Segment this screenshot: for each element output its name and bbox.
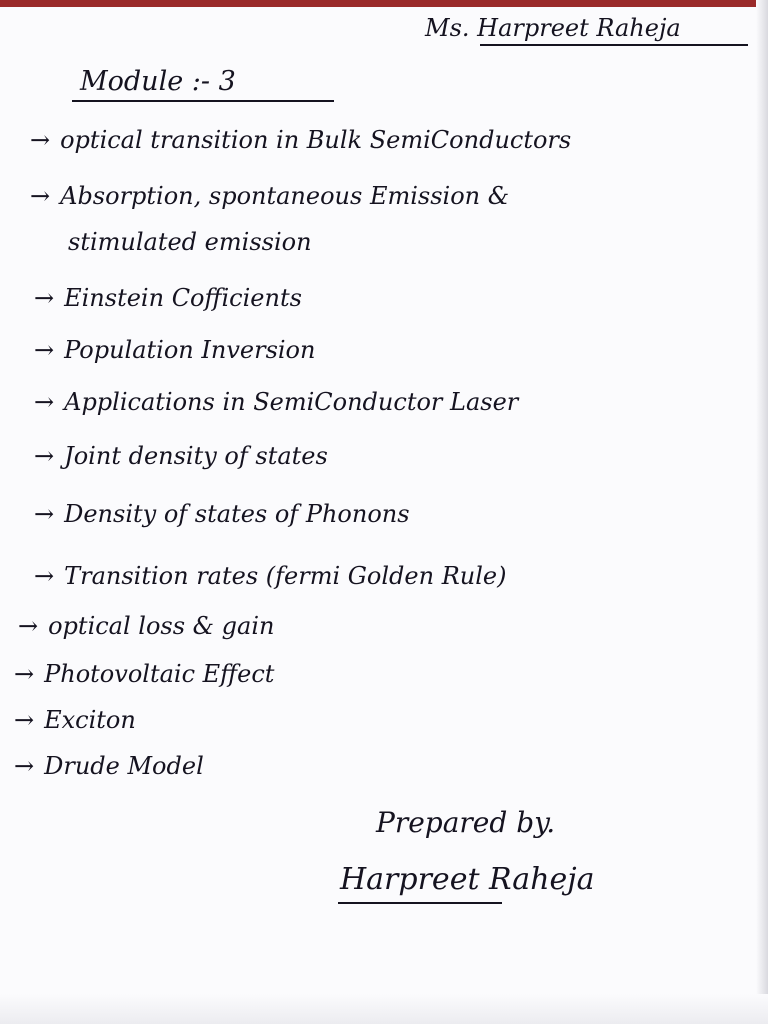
page-top-edge [0, 0, 768, 7]
topic-item [34, 284, 302, 312]
topic-text: stimulated emission [68, 228, 312, 256]
topic-item [14, 752, 204, 780]
topic-item [34, 562, 506, 590]
topic-text: Joint density of states [64, 442, 328, 470]
topic-item-continuation [68, 228, 312, 256]
page-right-edge [756, 0, 768, 1024]
topic-text: Exciton [44, 706, 136, 734]
topic-text: Applications in SemiConductor Laser [64, 388, 519, 416]
topic-text: Photovoltaic Effect [44, 660, 275, 688]
topic-item [30, 182, 509, 210]
topic-text: Einstein Cofficients [64, 284, 302, 312]
author-underline [480, 44, 748, 46]
module-title: Module :- 3 [80, 66, 236, 97]
prepared-by-label: Prepared by. [376, 806, 556, 839]
topic-item [14, 706, 136, 734]
topic-item [34, 500, 410, 528]
topic-text: optical loss & gain [48, 612, 275, 640]
arrow-icon: → [14, 660, 35, 688]
arrow-icon: → [34, 336, 55, 364]
arrow-icon: → [14, 706, 35, 734]
arrow-icon: → [14, 752, 35, 780]
arrow-icon: → [34, 442, 55, 470]
topic-text: Drude Model [44, 752, 204, 780]
topic-item [30, 126, 571, 154]
arrow-icon: → [34, 500, 55, 528]
topic-text: Density of states of Phonons [64, 500, 410, 528]
topic-item [14, 660, 274, 688]
module-title-underline [72, 100, 334, 102]
arrow-icon: → [30, 126, 51, 154]
signature-underline [338, 902, 502, 904]
topic-item [18, 612, 274, 640]
arrow-icon: → [34, 388, 55, 416]
topic-item [34, 388, 518, 416]
topic-text: Population Inversion [64, 336, 316, 364]
arrow-icon: → [18, 612, 39, 640]
topic-item [34, 336, 315, 364]
signature: Harpreet Raheja [340, 862, 595, 897]
arrow-icon: → [34, 562, 55, 590]
arrow-icon: → [34, 284, 55, 312]
topic-item [34, 442, 328, 470]
page-bottom-edge [0, 994, 768, 1024]
arrow-icon: → [30, 182, 51, 210]
author-name: Ms. Harpreet Raheja [425, 14, 681, 42]
topic-text: Absorption, spontaneous Emission & [60, 182, 510, 210]
topic-text: optical transition in Bulk SemiConductors [60, 126, 572, 154]
topic-text: Transition rates (fermi Golden Rule) [64, 562, 507, 590]
